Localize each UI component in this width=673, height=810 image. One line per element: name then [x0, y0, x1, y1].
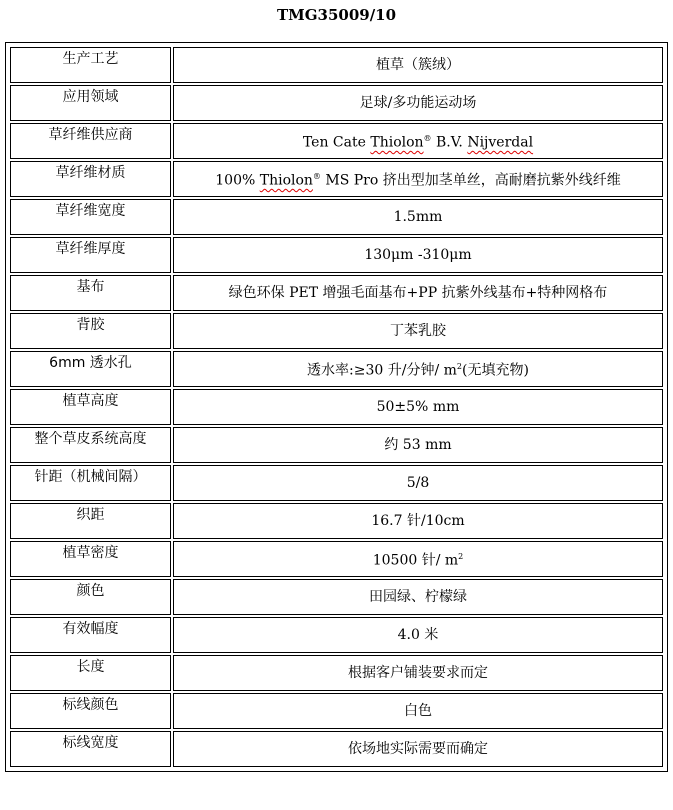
- row-label: 应用领域: [10, 85, 171, 121]
- value-brand: Thiolon: [259, 172, 313, 189]
- row-value: 绿色环保 PET 增强毛面基布+PP 抗紫外线基布+特种网格布: [173, 275, 663, 311]
- row-label: 草纤维材质: [10, 161, 171, 197]
- value-text: 10500 针/ m: [372, 552, 459, 569]
- row-value: [173, 123, 663, 159]
- table-row: [10, 541, 663, 577]
- table-row: [10, 579, 663, 615]
- row-label: 生产工艺: [10, 47, 171, 83]
- row-label: 植草高度: [10, 389, 171, 425]
- row-label: 草纤维宽度: [10, 199, 171, 235]
- table-row: [10, 427, 663, 463]
- table-row: [10, 465, 663, 501]
- table-row: [10, 123, 663, 159]
- value-brand: Thiolon: [370, 134, 424, 151]
- row-value: 5/8: [173, 465, 663, 501]
- table-row: [10, 237, 663, 273]
- row-value: 16.7 针/10cm: [173, 503, 663, 539]
- row-label: 有效幅度: [10, 617, 171, 653]
- table-row: [10, 313, 663, 349]
- table-row: [10, 503, 663, 539]
- value-text: B.V.: [431, 134, 468, 151]
- table-row: [10, 655, 663, 691]
- row-label: 长度: [10, 655, 171, 691]
- row-value: 130μm -310μm: [173, 237, 663, 273]
- value-text: (无填充物): [462, 362, 529, 379]
- superscript: 2: [456, 362, 463, 372]
- spec-table-frame: [5, 42, 668, 772]
- superscript: 2: [458, 552, 464, 562]
- row-label: 6mm 透水孔: [10, 351, 171, 387]
- value-text: 100%: [215, 172, 260, 189]
- row-label: 标线颜色: [10, 693, 171, 729]
- row-value: 依场地实际需要而确定: [173, 731, 663, 767]
- row-value: 白色: [173, 693, 663, 729]
- table-row: [10, 275, 663, 311]
- row-value: [173, 351, 663, 387]
- spec-table: [8, 45, 665, 769]
- table-row: [10, 389, 663, 425]
- value-text: Ten Cate: [302, 134, 371, 151]
- table-row: [10, 199, 663, 235]
- row-label: 整个草皮系统高度: [10, 427, 171, 463]
- row-value: [173, 541, 663, 577]
- row-value: 根据客户铺装要求而定: [173, 655, 663, 691]
- table-row: [10, 617, 663, 653]
- row-value: 1.5mm: [173, 199, 663, 235]
- table-row: [10, 351, 663, 387]
- row-label: 植草密度: [10, 541, 171, 577]
- row-value: 足球/多功能运动场: [173, 85, 663, 121]
- row-label: 基布: [10, 275, 171, 311]
- row-label: 颜色: [10, 579, 171, 615]
- table-row: [10, 731, 663, 767]
- row-label: 草纤维厚度: [10, 237, 171, 273]
- value-text: MS Pro 挤出型加茎单丝，高耐磨抗紫外线纤维: [320, 172, 621, 189]
- row-value: 4.0 米: [173, 617, 663, 653]
- value-text: 透水率:≥30 升/分钟/ m: [307, 362, 457, 379]
- document-title: TMG35009/10: [276, 6, 397, 24]
- row-value: 约 53 mm: [173, 427, 663, 463]
- row-label: 背胶: [10, 313, 171, 349]
- table-row: [10, 47, 663, 83]
- table-row: [10, 85, 663, 121]
- registered-mark: ®: [423, 134, 432, 144]
- row-label: 草纤维供应商: [10, 123, 171, 159]
- row-value: 丁苯乳胶: [173, 313, 663, 349]
- value-place: Nijverdal: [467, 134, 534, 151]
- row-value: 50±5% mm: [173, 389, 663, 425]
- registered-mark: ®: [312, 172, 321, 182]
- table-row: [10, 693, 663, 729]
- table-row: [10, 161, 663, 197]
- row-label: 织距: [10, 503, 171, 539]
- row-value: [173, 161, 663, 197]
- row-value: 植草（簇绒）: [173, 47, 663, 83]
- row-value: 田园绿、柠檬绿: [173, 579, 663, 615]
- row-label: 针距（机械间隔）: [10, 465, 171, 501]
- row-label: 标线宽度: [10, 731, 171, 767]
